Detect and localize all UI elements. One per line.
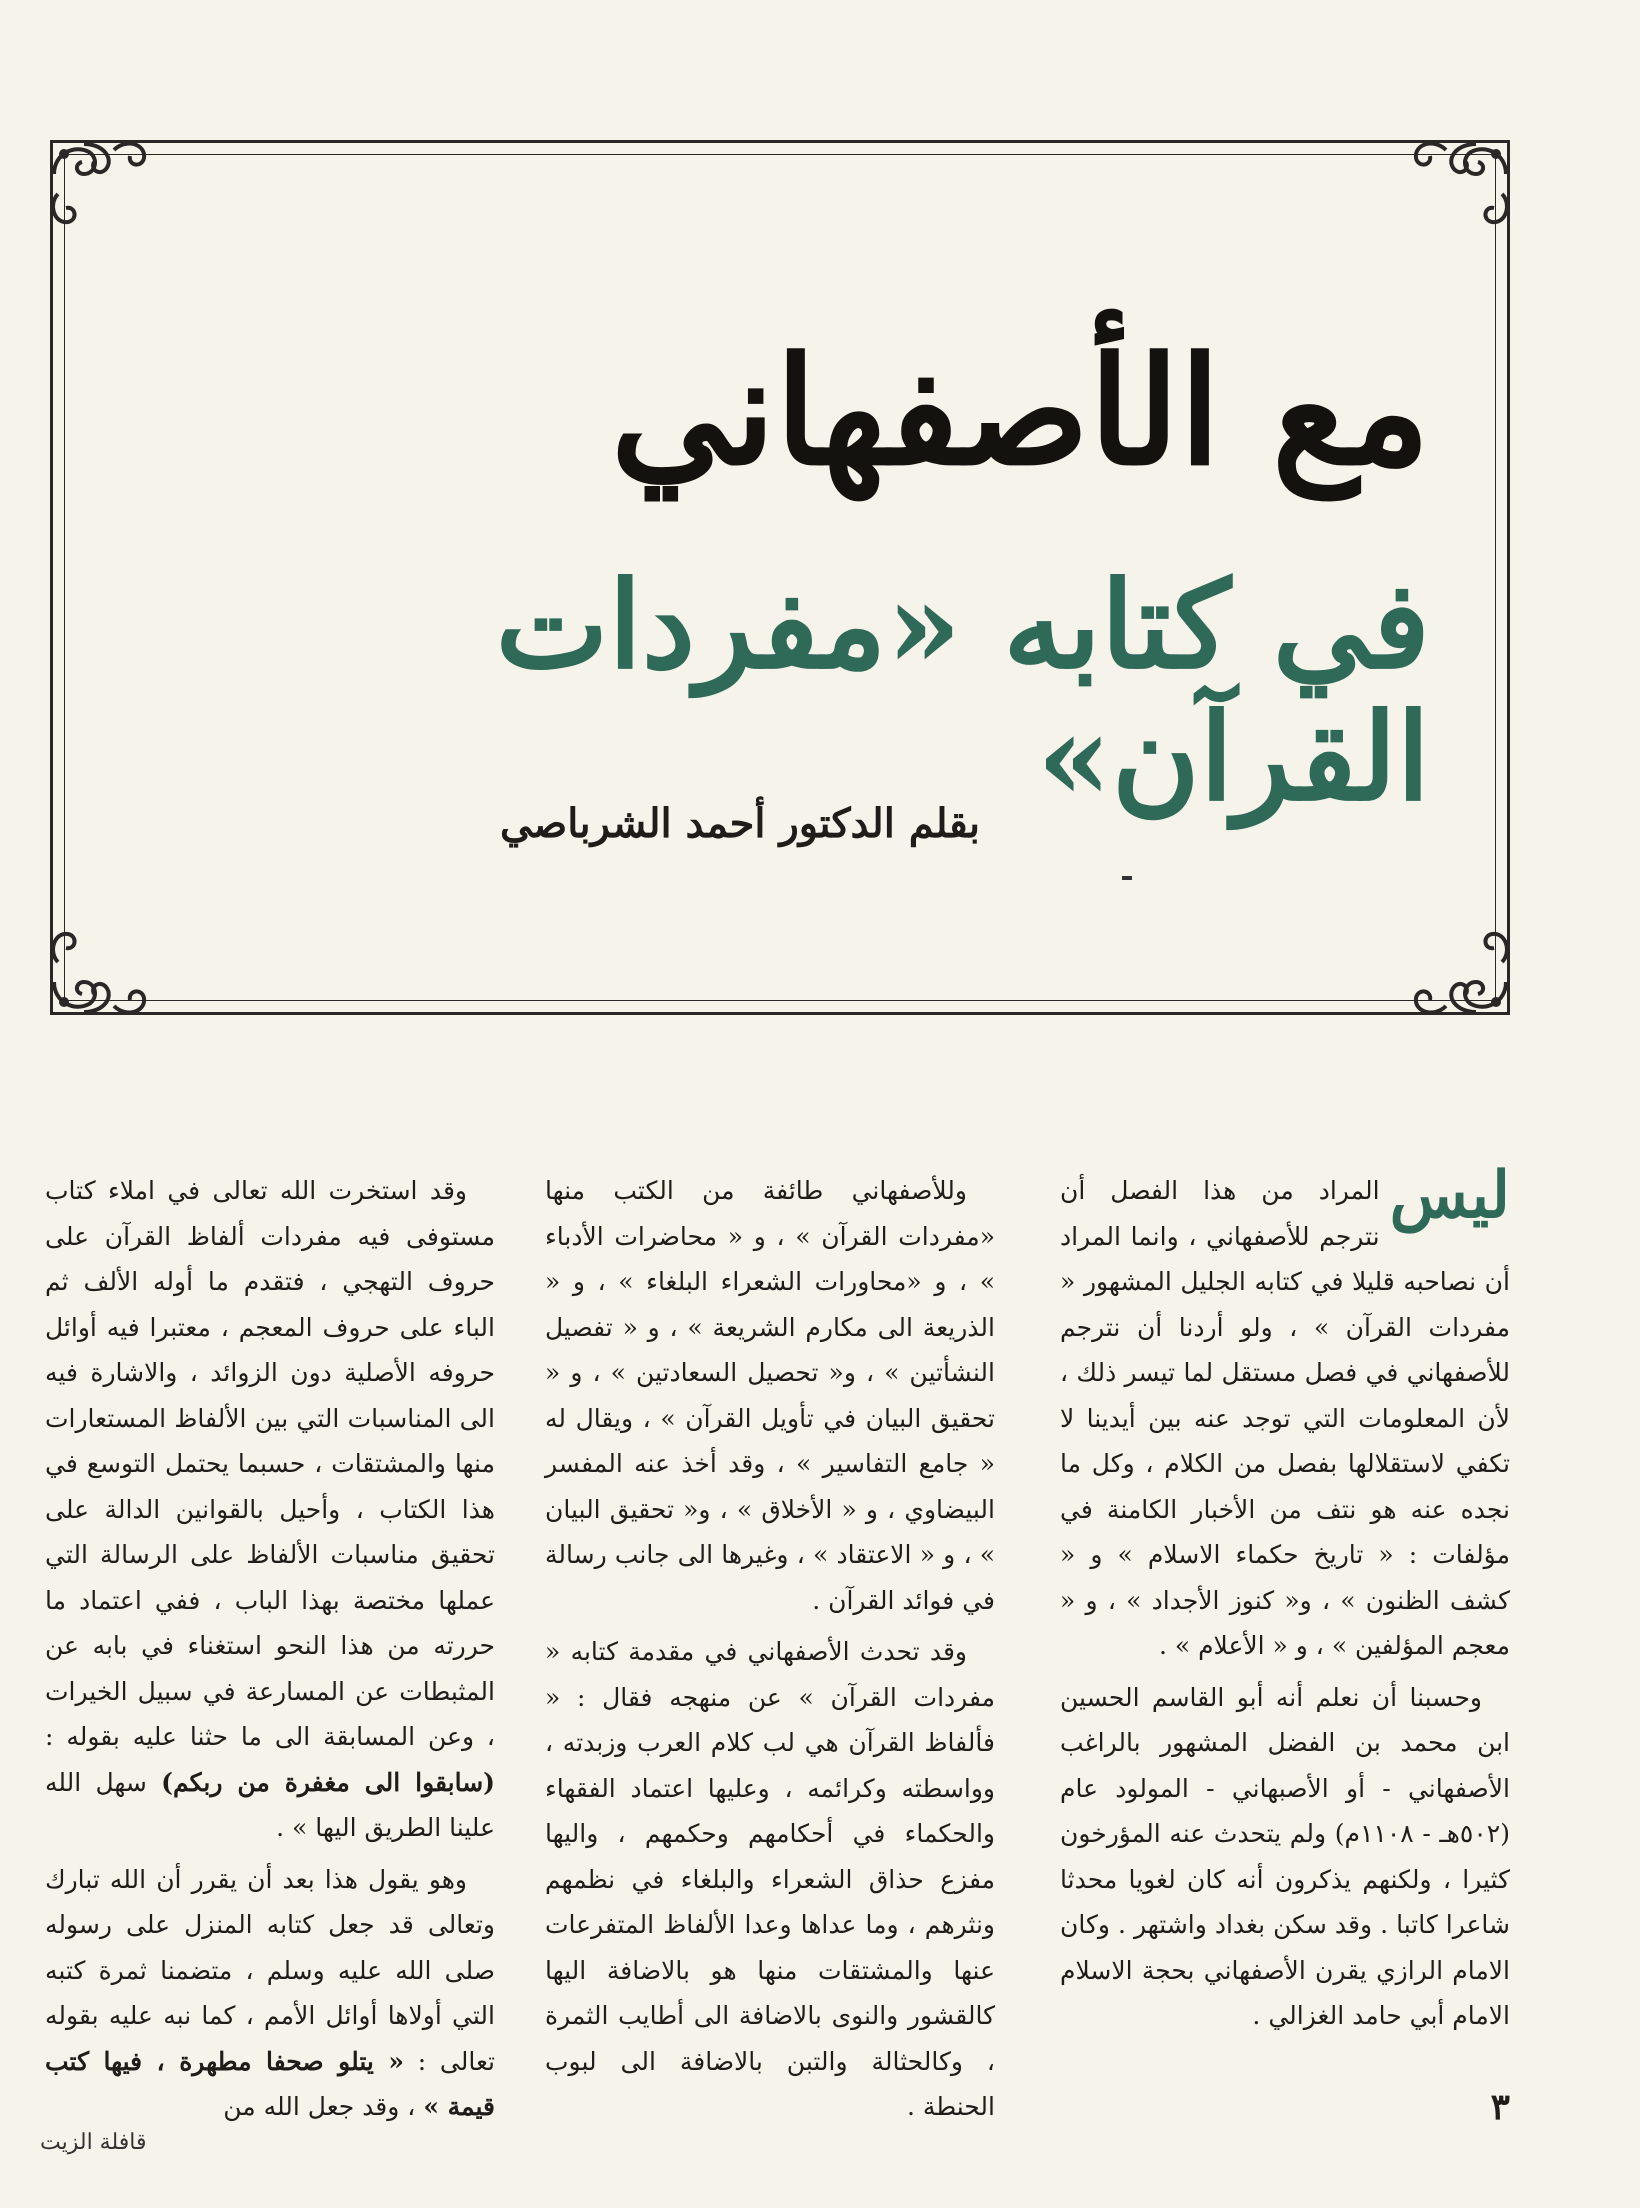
paragraph-text: سهل الله علينا الطريق اليها » .	[45, 1767, 495, 1842]
paragraph-text: ، وقد جعل الله من	[223, 2092, 416, 2121]
ornament-corner-icon	[1396, 902, 1516, 1022]
paragraph-text: المراد من هذا الفصل أن نترجم للأصفهاني ، وانما المراد أن نصاحبه قليلا في كتابه الجليل المشهور « مفردات القرآن » ، ولو أردنا أن نترجم للأصفهاني في فصل مستقل لما تيسر ذلك ، لأن المعلومات التي توجد عنه بين أيدينا لا تكفي لاستقلالها بفصل من الكلام ، وكل ما نجده عنه هو نتف من الأخبار الكامنة في مؤلفات : « تاريخ حكماء الاسلام » و « كشف الظنون » ، و« كنوز الأجداد » ، و « معجم المؤلفين » ، و « الأعلام » .	[1060, 1176, 1510, 1660]
article-subtitle: في كتابه «مفردات القرآن»	[495, 555, 1430, 828]
paragraph	[45, 1168, 495, 1851]
drop-cap: ليس	[1389, 1158, 1510, 1233]
ornament-corner-icon	[1396, 134, 1516, 254]
quran-quote: (سابقوا الى مغفرة من ربكم)	[161, 1767, 496, 1797]
paragraph: وللأصفهاني طائفة من الكتب منها «مفردات القرآن » ، و « محاضرات الأدباء » ، و «محاورات الشعراء البلغاء » ، و « الذريعة الى مكارم الشريعة » ، و « تفصيل النشأتين » ، و« تحصيل السعادتين » ، و « تحقيق البيان في تأويل القرآن » ، ويقال له « جامع التفاسير » ، وقد أخذ عنه المفسر البيضاوي ، و « الأخلاق » ، و« تحقيق البيان » ، و « الاعتقاد » ، وغيرها الى جانب رسالة في فوائد القرآن .	[545, 1176, 995, 1615]
author-byline: بقلم الدكتور أحمد الشرباصي	[499, 800, 980, 847]
paragraph	[45, 1857, 495, 2130]
text-column-right	[1060, 1158, 1510, 2058]
text-column-left	[45, 1168, 496, 2121]
quran-quote: « يتلو صحفا مطهرة ، فيها كتب قيمة »	[45, 2046, 495, 2121]
article-title: مع الأصفهاني	[610, 324, 1430, 498]
paragraph-text: وهو يقول هذا بعد أن يقرر أن الله تبارك وتعالى قد جعل كتابه المنزل على رسوله صلى الله عليه وسلم ، متضمنا ثمرة كتبه التي أولاها أوائل الأمم ، كما نبه عليه بقوله تعالى :	[45, 1864, 496, 2076]
text-column-middle	[545, 1168, 995, 2121]
magazine-footer: قافلة الزيت	[40, 2130, 147, 2155]
ornament-corner-icon	[44, 134, 164, 254]
paragraph	[1060, 1158, 1510, 1669]
ornament-corner-icon	[44, 902, 164, 1022]
paragraph: وحسبنا أن نعلم أنه أبو القاسم الحسين ابن محمد بن الفضل المشهور بالراغب الأصفهاني - أو الأصبهاني - المولود عام (٥٠٢هـ - ١١٠٨م) ولم يتحدث عنه المؤرخون كثيرا ، ولكنهم يذكرون أنه كان لغويا محدثا شاعرا كاتبا . وقد سكن بغداد واشتهر . وكان الامام الرازي يقرن الأصفهاني بحجة الاسلام الامام أبي حامد الغزالي .	[1060, 1682, 1510, 2030]
divider-mark	[1122, 876, 1132, 880]
page-number: ٣	[1490, 2086, 1510, 2128]
paragraph-text: وقد استخرت الله تعالى في املاء كتاب مستوفى فيه مفردات ألفاظ القرآن على حروف التهجي ، فتقدم ما أوله الألف ثم الباء على حروف المعجم ، معتبرا فيه أوائل حروفه الأصلية دون الزوائد ، والاشارة فيه الى المناسبات التي بين الألفاظ المستعارات منها والمشتقات ، حسبما يحتمل التوسع في هذا الكتاب ، وأحيل بالقوانين الدالة على تحقيق مناسبات الألفاظ على الرسالة التي عملها مختصة بهذا الباب ، ففي اعتماد ما حررته من هذا النحو استغناء في بابه عن المثبطات عن المسارعة في سبيل الخيرات ، وعن المسابقة الى ما حثنا عليه بقوله :	[45, 1176, 495, 1751]
paragraph: وقد تحدث الأصفهاني في مقدمة كتابه « مفردات القرآن » عن منهجه فقال : « فألفاظ القرآن هي لب كلام العرب وزبدته ، وواسطته وكرائمه ، وعليها اعتماد الفقهاء والحكماء في أحكامهم وحكمهم ، واليها مفزع حذاق الشعراء والبلغاء في نظمهم ونثرهم ، وما عداها وعدا الألفاظ المتفرعات عنها والمشتقات منها هو بالاضافة اليها كالقشور والنوى بالاضافة الى أطايب الثمرة ، وكالحثالة والتبن بالاضافة الى لبوب الحنطة .	[545, 1637, 995, 2121]
